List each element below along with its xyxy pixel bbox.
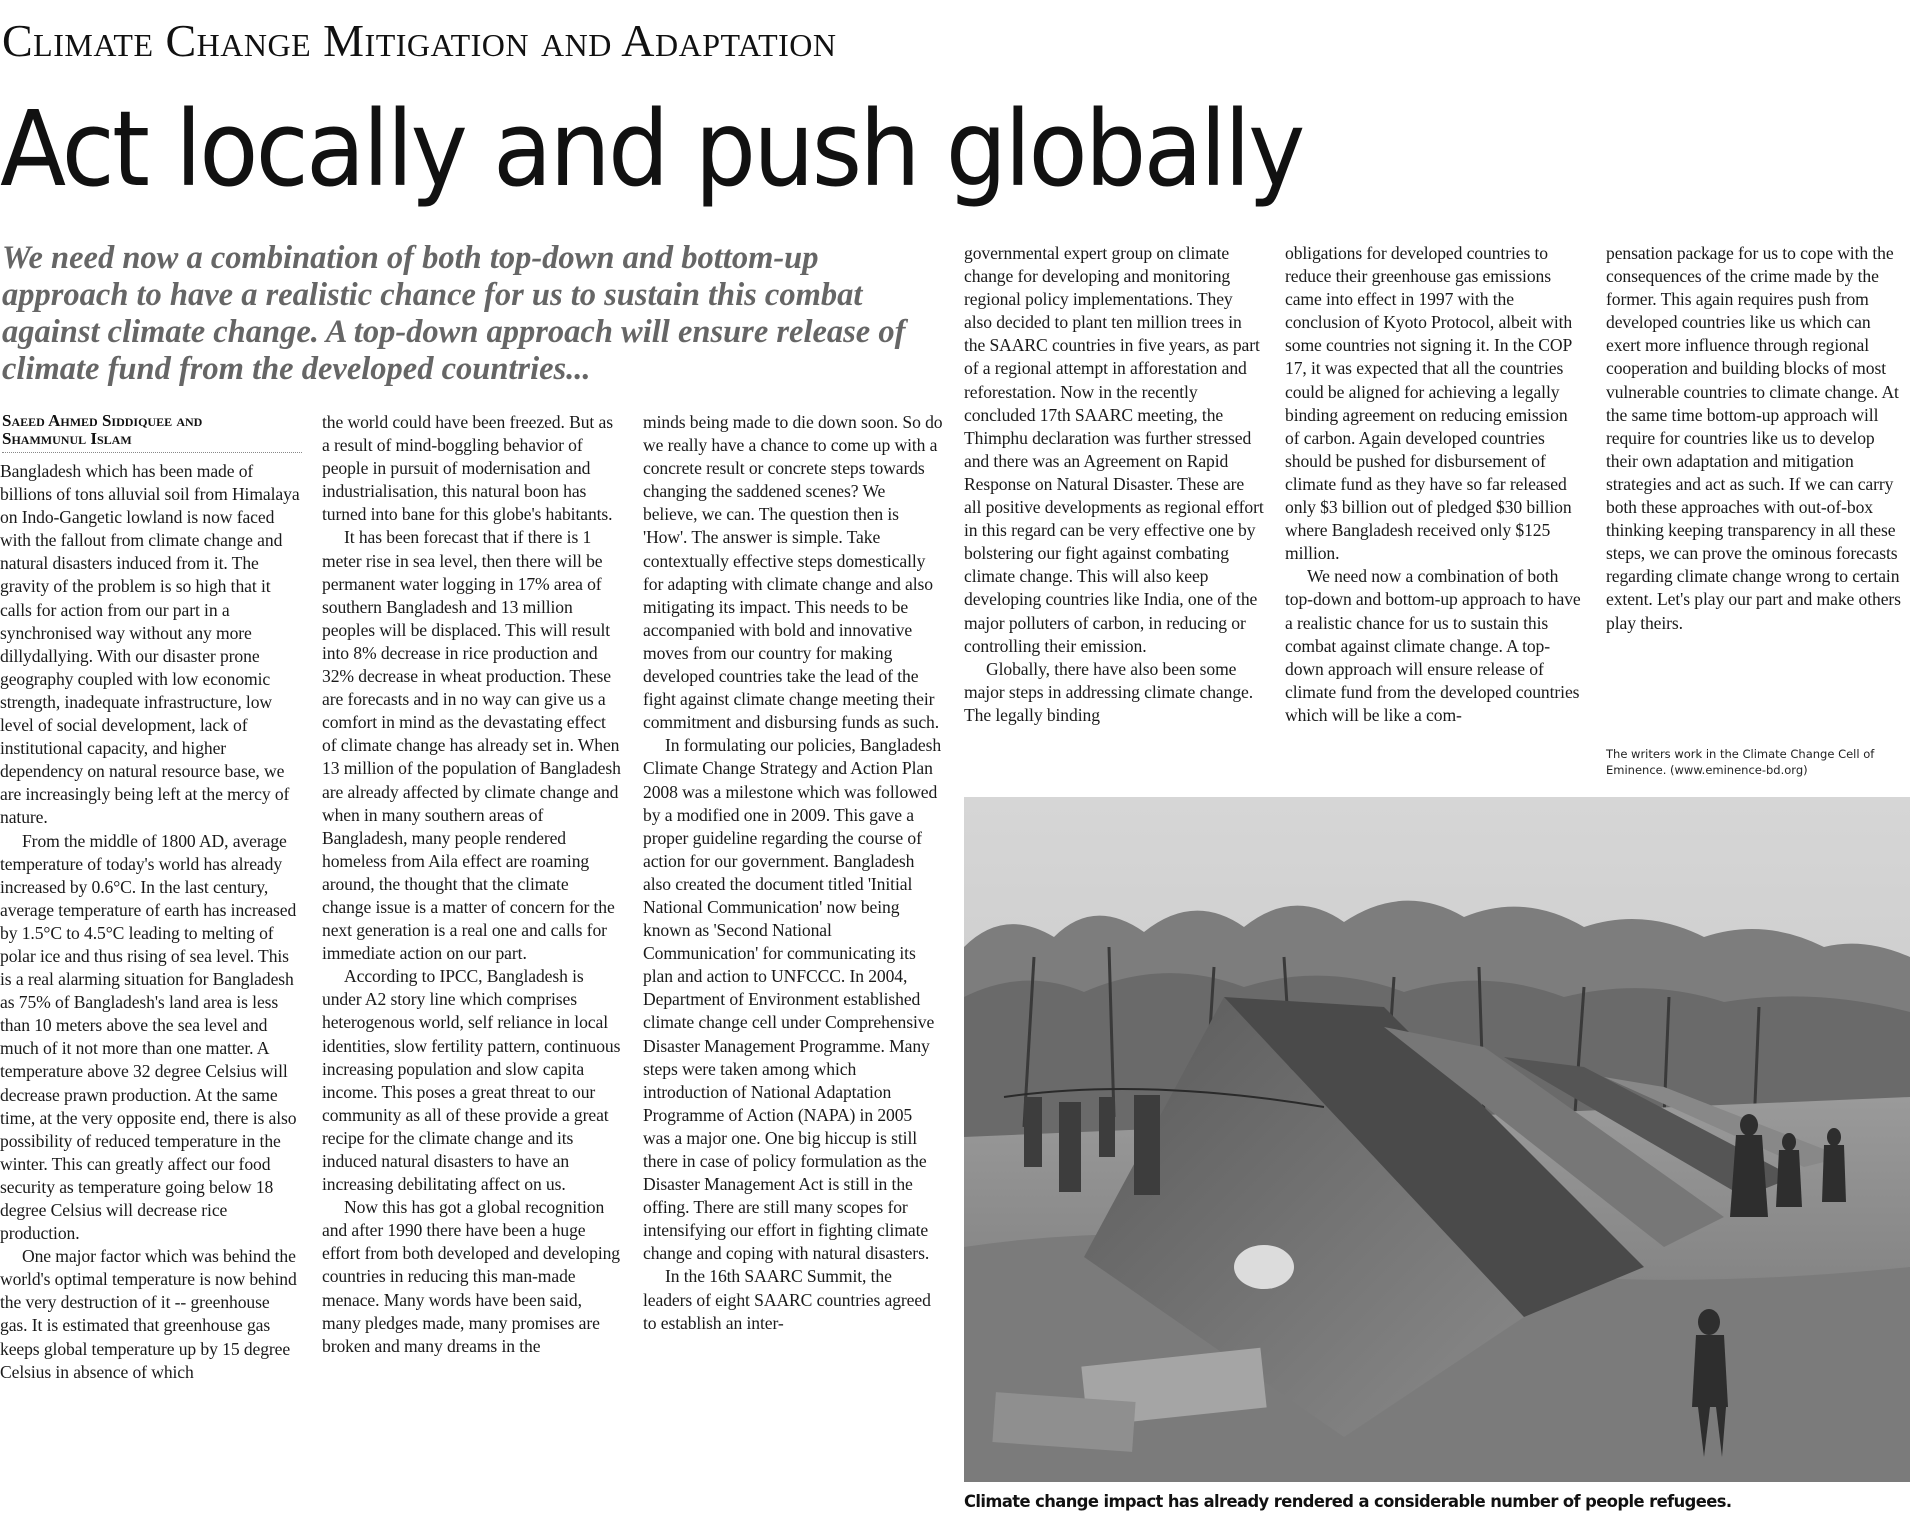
paragraph: In the 16th SAARC Summit, the leaders of eight SAARC countries agreed to establish an inter-	[643, 1266, 931, 1333]
paragraph: pensation package for us to cope with the consequences of the crime made by the former. This again requires push from developed countries like us which can exert more influence through regional cooperation and building blocks of most vulnerable countries to climate change. At the same time bottom-up approach will require for countries like us to develop their own adaptation and mitigation strategies and act as such. If we can carry both these approaches with out-of-box thinking keeping transparency in all these steps, we can prove the ominous forecasts regarding climate change wrong to certain extent. Let's play our part and make others play theirs.	[1606, 243, 1901, 633]
paragraph: We need now a combination of both top-down and bottom-up approach to have a realistic chance for us to sustain this combat against climate change. A top-down approach will ensure release of climate fund from the developed countries which will be like a com-	[1285, 566, 1581, 725]
paragraph: From the middle of 1800 AD, average temperature of today's world has already increased by 0.6°C. In the last century, average temperature of earth has increased by 1.5°C to 4.5°C leading to melting of polar ice and thus rising of sea level. This is a real alarming situation for Bangladesh as 75% of Bangladesh's land area is less than 10 meters above the sea level and much of it not more than one matter. A temperature above 32 degree Celsius will decrease prawn production. At the same time, at the very opposite end, there is also possibility of reduced temperature in the winter. This can greatly affect our food security as temperature going below 18 degree Celsius will decrease rice production.	[0, 830, 297, 1244]
paragraph: According to IPCC, Bangladesh is under A2 story line which comprises heterogenous world, self reliance in local identities, slow fertility pattern, continuous increasing population and slow capita income. This poses a great threat to our community as all of these provide a great recipe for the climate change and its induced natural disasters to have an increasing debilitating affect on us.	[322, 966, 621, 1195]
deck-summary: We need now a combination of both top-down and bottom-up approach to have a realistic chance for us to sustain this combat against climate change. A top-down approach will ensure release of climate fund from the developed countries...	[2, 240, 906, 387]
article-column-1	[0, 460, 300, 1530]
article-column-4	[964, 242, 1264, 797]
byline-author-2: Shammunul Islam	[2, 429, 132, 448]
paragraph: In formulating our policies, Bangladesh Climate Change Strategy and Action Plan 2008 was a milestone which was followed by a modified one in 2009. This gave a proper guideline regarding the course of action for our government. Bangladesh also created the document titled 'Initial National Communication' now being known as 'Second National Communication' for communicating its plan and action to UNFCCC. In 2004, Department of Environment established climate change cell under Comprehensive Disaster Management Programme. Many steps were taken among which introduction of National Adaptation Programme of Action (NAPA) in 2005 was a major one. One big hiccup is still there in case of policy formulation as the Disaster Management Act is still in the offing. There are still many scopes for intensifying our effort in fighting climate change and coping with natural disasters.	[643, 735, 942, 1264]
paragraph: minds being made to die down soon. So do we really have a chance to come up with a concrete result or concrete steps towards changing the saddened scenes? We believe, we can. The question then is 'How'. The answer is simple. Take contextually effective steps domestically for adapting with climate change and also mitigating its impact. This needs to be accompanied with bold and innovative moves from our country for making developed countries take the lead of the fight against climate change meeting their commitment and disbursing funds as such.	[643, 412, 943, 733]
byline	[2, 412, 302, 453]
section-title: Climate Change Mitigation and Adaptation	[2, 15, 837, 66]
article-column-2	[322, 411, 622, 1530]
headline: Act locally and push globally	[0, 88, 1303, 210]
article-column-3	[643, 411, 943, 1530]
paragraph: the world could have been freezed. But as a result of mind-boggling behavior of people in pursuit of modernisation and industrialisation, this natural boon has turned into bane for this globe's habitants.	[322, 412, 613, 525]
paragraph: Globally, there have also been some major steps in addressing climate change. The legally binding	[964, 658, 1254, 725]
paragraph: obligations for developed countries to reduce their greenhouse gas emissions came into effect in 1997 with the conclusion of Kyoto Protocol, albeit with some countries not signing it. In the COP 17, it was expected that all the countries could be aligned for achieving a legally binding agreement on reducing emission of carbon. Again developed countries should be pushed for disbursement of climate fund as they have so far released only $3 billion out of pledged $30 billion where Bangladesh received only $125 million.	[1285, 243, 1573, 564]
paragraph: It has been forecast that if there is 1 meter rise in sea level, then there will be permanent water logging in 17% area of southern Bangladesh and 13 million peoples will be displaced. This will result into 8% decrease in rice production and 32% decrease in wheat production. These are forecasts and in no way can give us a comfort in mind as the devastating effect of climate change has already set in. When 13 million of the population of Bangladesh are already affected by climate change and when in many southern areas of Bangladesh, many people rendered homeless from Aila effect are roaming around, the thought that the climate change issue is a matter of concern for the next generation is a real one and calls for immediate action on our part.	[322, 527, 621, 964]
paragraph: governmental expert group on climate change for developing and monitoring regional policy implementations. They also decided to plant ten million trees in the SAARC countries in five years, as part of a regional attempt in afforestation and reforestation. Now in the recently concluded 17th SAARC meeting, the Thimphu declaration was further stressed and there was an Agreement on Rapid Response on Natural Disaster. These are all positive developments as regional effort in this regard can be very effective one by bolstering our fight against combating climate change. This will also keep developing countries like India, one of the major polluters of carbon, in reducing or controlling their emission.	[964, 243, 1264, 656]
paragraph: One major factor which was behind the world's optimal temperature is now behind the very destruction of it -- greenhouse gas. It is estimated that greenhouse gas keeps global temperature up by 15 degree Celsius in absence of which	[0, 1246, 297, 1382]
photo-caption: Climate change impact has already rendered a considerable number of people refugees.	[964, 1492, 1732, 1512]
article-column-6	[1606, 242, 1906, 722]
writer-credit: The writers work in the Climate Change Cell of Eminence. (www.eminence-bd.org)	[1606, 747, 1875, 777]
refugee-camp-illustration	[964, 797, 1910, 1482]
paragraph: Now this has got a global recognition and after 1990 there have been a huge effort from both developed and developing countries in reducing this man-made menace. Many words have been said, many pledges made, many promises are broken and many dreams in the	[322, 1197, 621, 1356]
article-column-5	[1285, 242, 1585, 797]
byline-author-1: Saeed Ahmed Siddiquee and	[2, 411, 203, 430]
refugee-camp-photo	[964, 797, 1910, 1482]
paragraph: Bangladesh which has been made of billions of tons alluvial soil from Himalaya on Indo-Gangetic lowland is now faced with the fallout from climate change and natural disasters induced from it. The gravity of the problem is so high that it calls for action from our part in a synchronised way without any more dillydallying. With our disaster prone geography coupled with low economic strength, inadequate infrastructure, low level of social development, lack of institutional capacity, and higher dependency on natural resource base, we are increasingly being left at the mercy of nature.	[0, 461, 300, 828]
